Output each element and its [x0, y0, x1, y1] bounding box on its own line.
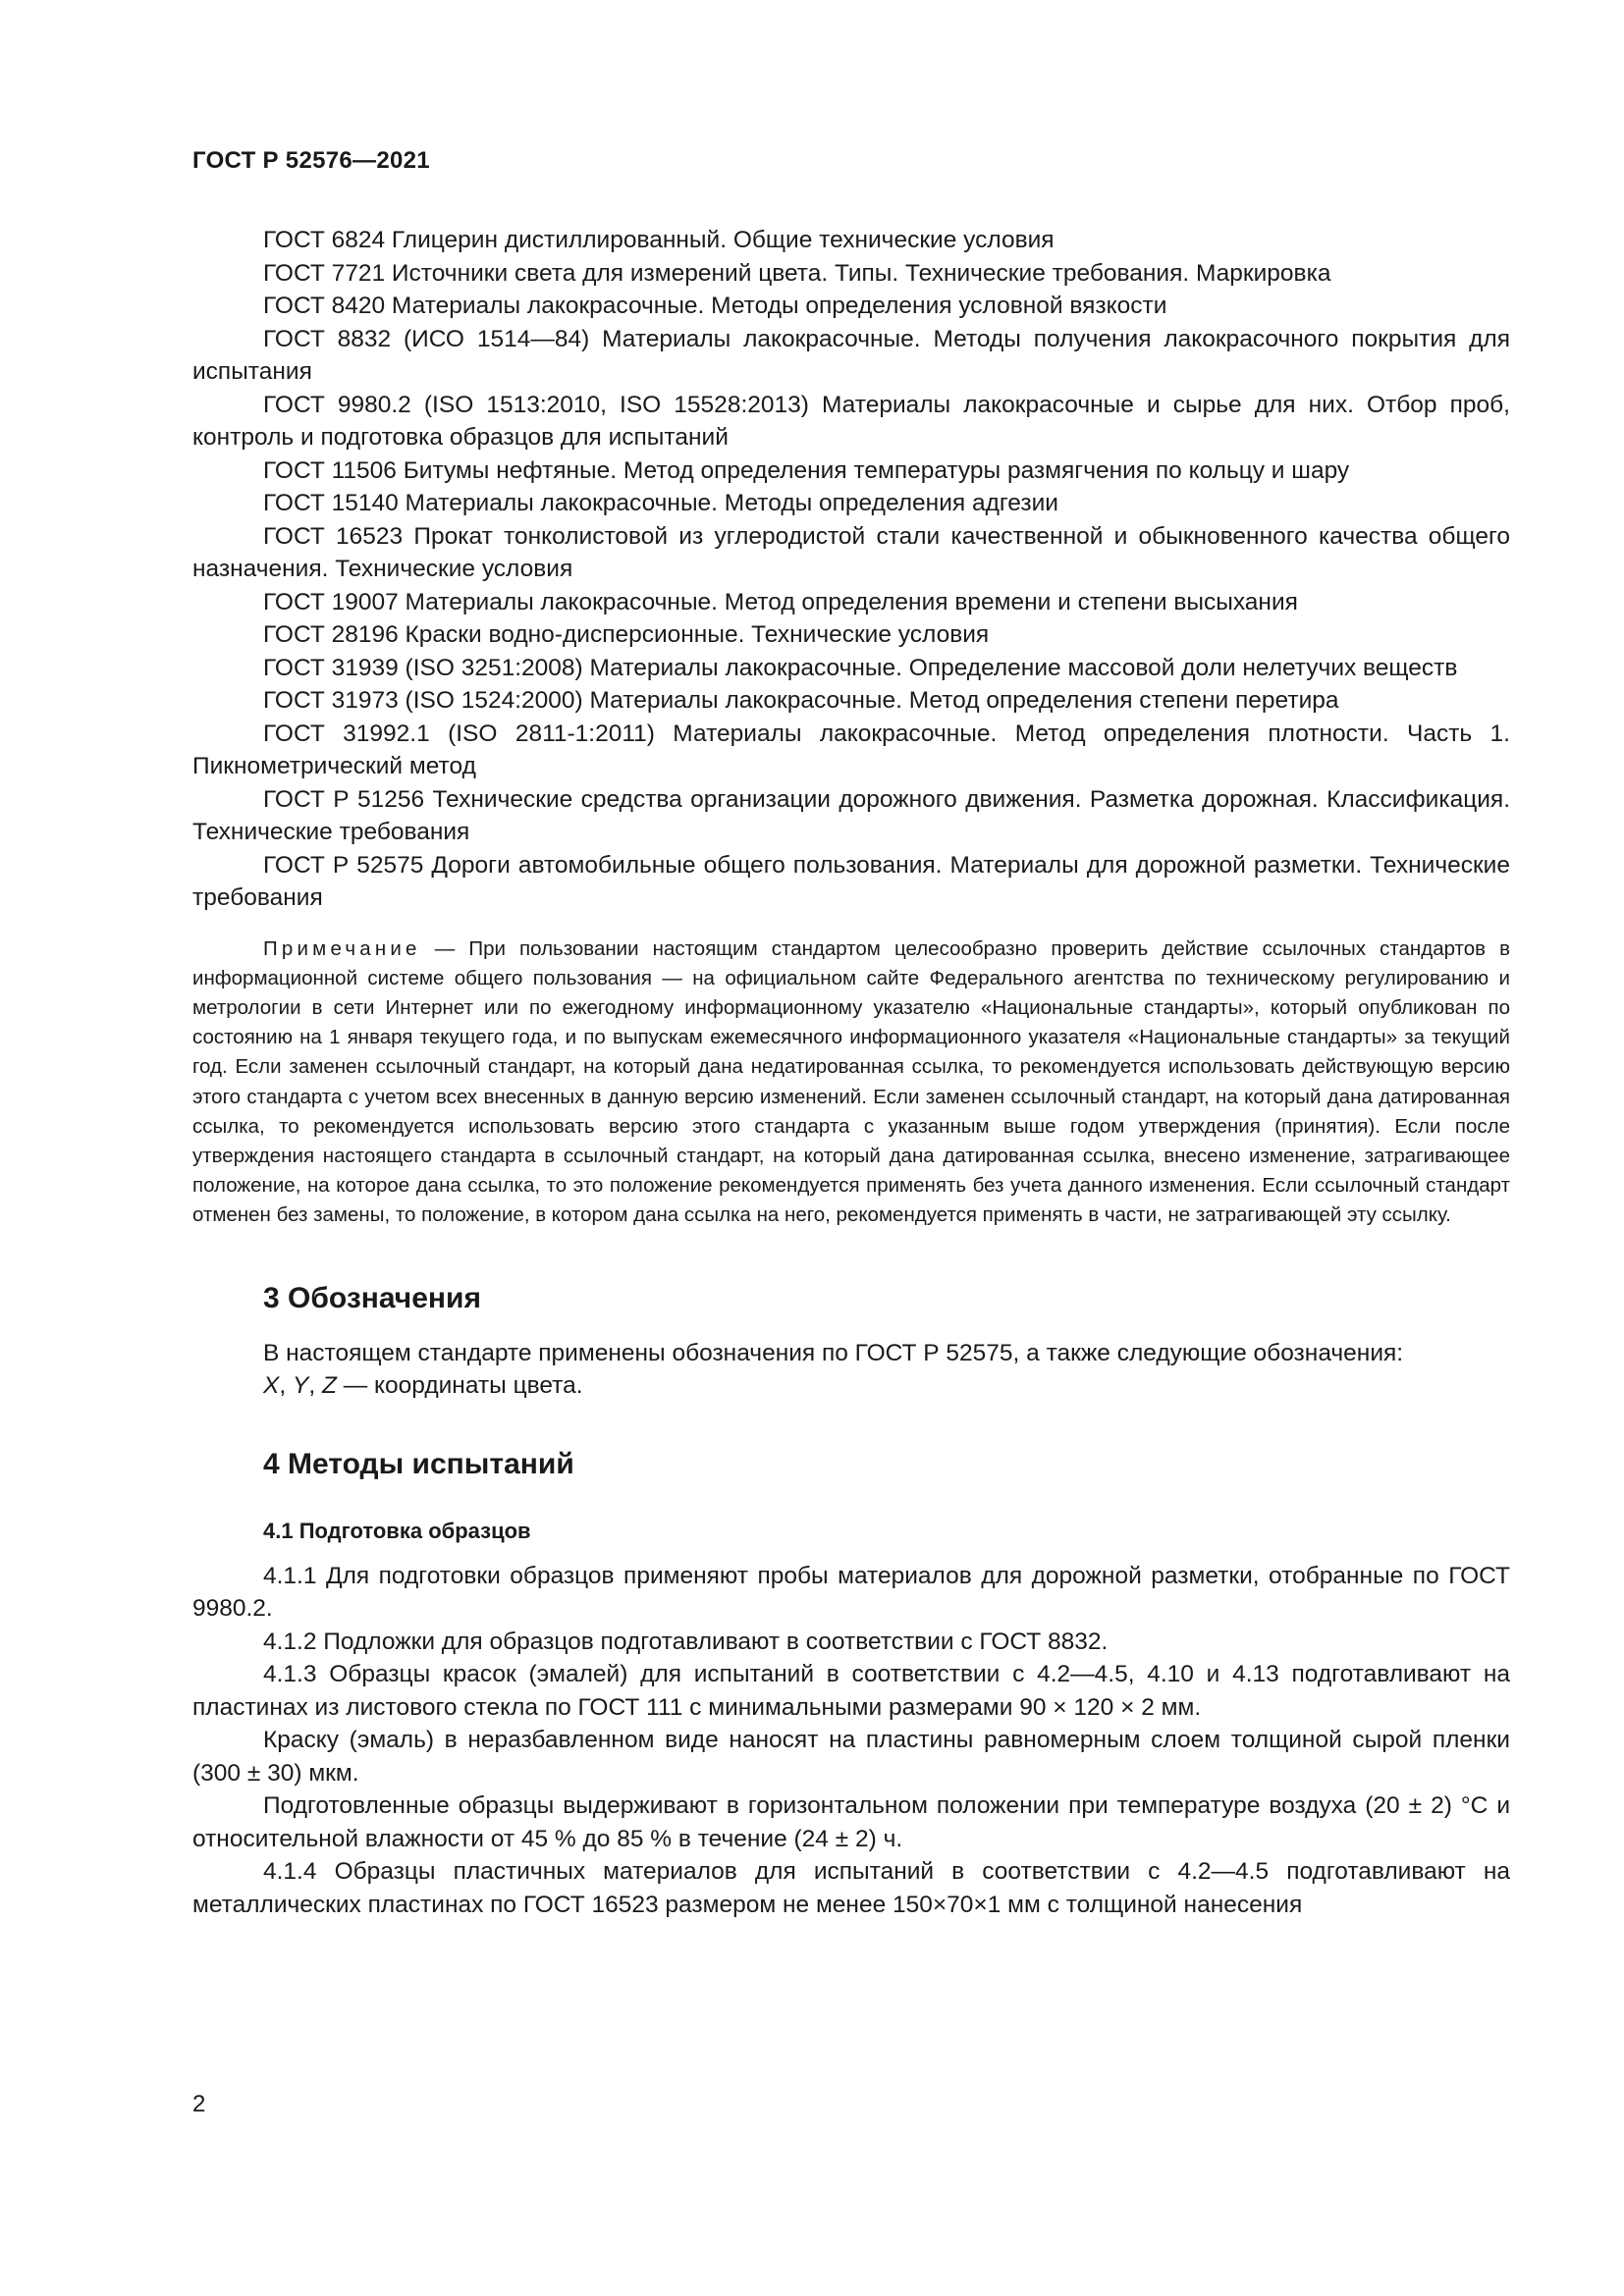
reference-item: ГОСТ 9980.2 (ISO 1513:2010, ISO 15528:2013) Материалы лакокрасочные и сырье для них. Отбор проб, контроль и подготовка образцов для испытаний — [192, 391, 1510, 451]
document-header-id: ГОСТ Р 52576—2021 — [192, 147, 430, 174]
section-3-body — [192, 1337, 1510, 1403]
reference-item: ГОСТ Р 52575 Дороги автомобильные общего пользования. Материалы для дорожной разметки. Технические требования — [192, 851, 1510, 911]
symbol-description: — координаты цвета. — [336, 1372, 583, 1400]
section-3-intro: В настоящем стандарте применены обозначения по ГОСТ Р 52575, а также следующие обозначения: — [263, 1339, 1404, 1366]
reference-item: ГОСТ 7721 Источники света для измерений цвета. Типы. Технические требования. Маркировка — [263, 259, 1331, 287]
body-paragraph: Подготовленные образцы выдерживают в горизонтальном положении при температуре воздуха (20 ± 2) °С и относительной влажности от 45 % до 85 % в течение (24 ± 2) ч. — [192, 1792, 1510, 1852]
body-paragraph: 4.1.3 Образцы красок (эмалей) для испытаний в соответствии с 4.2—4.5, 4.10 и 4.13 подготавливают на пластинах из листового стекла по ГОСТ 111 с минимальными размерами 90 × 120 × 2 мм. — [192, 1661, 1510, 1721]
body-paragraph: Краску (эмаль) в неразбавленном виде наносят на пластины равномерным слоем толщиной сырой пленки (300 ± 30) мкм. — [192, 1727, 1510, 1787]
section-4-body — [192, 1560, 1510, 1922]
symbols-line — [192, 1369, 1510, 1403]
section-3-heading: 3 Обозначения — [263, 1281, 481, 1314]
reference-item: ГОСТ 8420 Материалы лакокрасочные. Методы определения условной вязкости — [263, 293, 1167, 319]
reference-item: ГОСТ 6824 Глицерин дистиллированный. Общие технические условия — [263, 227, 1055, 253]
note-label: Примечание — [263, 936, 421, 960]
body-paragraph: 4.1.4 Образцы пластичных материалов для испытаний в соответствии с 4.2—4.5 подготавливают на металлических пластинах по ГОСТ 16523 размером не менее 150×70×1 мм с толщиной нанесения — [192, 1858, 1510, 1918]
body-paragraph: 4.1.1 Для подготовки образцов применяют пробы материалов для дорожной разметки, отобранные по ГОСТ 9980.2. — [192, 1562, 1510, 1623]
reference-item: ГОСТ 15140 Материалы лакокрасочные. Методы определения адгезии — [263, 490, 1058, 516]
symbol-separator: , — [308, 1372, 322, 1400]
reference-item: ГОСТ 31992.1 (ISO 2811-1:2011) Материалы лакокрасочные. Метод определения плотности. Часть 1. Пикнометрический метод — [192, 720, 1510, 779]
symbol-separator: , — [279, 1372, 293, 1400]
reference-item: ГОСТ 19007 Материалы лакокрасочные. Метод определения времени и степени высыхания — [263, 588, 1298, 615]
normative-references-list — [192, 224, 1510, 915]
reference-item: ГОСТ 31939 (ISO 3251:2008) Материалы лакокрасочные. Определение массовой доли нелетучих веществ — [263, 654, 1458, 681]
symbol-z: Z — [321, 1372, 337, 1400]
reference-item: ГОСТ 11506 Битумы нефтяные. Метод определения температуры размягчения по кольцу и шару — [263, 456, 1350, 484]
reference-item: ГОСТ Р 51256 Технические средства организации дорожного движения. Разметка дорожная. Классификация. Технические требования — [192, 785, 1510, 845]
references-note — [192, 934, 1510, 1231]
page-number: 2 — [192, 2091, 206, 2117]
note-text: — При пользовании настоящим стандартом целесообразно проверить действие ссылочных стандартов в информационной системе общего пользования — на официальном сайте Федерального агентства по техническому регулированию и метрологии в сети Интернет или по ежегодному информационному указателю «Национальные стандарты», который опубликован по состоянию на 1 января текущего года, и по выпускам ежемесячного информационного указателя «Национальные стандарты» за текущий год. Если заменен ссылочный стандарт, на который дана недатированная ссылка, то рекомендуется использовать действующую версию этого стандарта с учетом всех внесенных в данную версию изменений. Если заменен ссылочный стандарт, на который дана датированная ссылка, то рекомендуется использовать версию этого стандарта с указанным выше годом утверждения (принятия). Если после утверждения настоящего стандарта в ссылочный стандарт, на который дана датированная ссылка, внесено изменение, затрагивающее положение, на которое дана ссылка, то это положение рекомендуется применять без учета данного изменения. Если ссылочный стандарт отменен без замены, то положение, в котором дана ссылка на него, рекомендуется применять в части, не затрагивающей эту ссылку. — [192, 936, 1510, 1227]
page-content — [192, 224, 1510, 1921]
reference-item: ГОСТ 31973 (ISO 1524:2000) Материалы лакокрасочные. Метод определения степени перетира — [263, 687, 1339, 714]
symbol-y: Y — [292, 1372, 309, 1400]
body-paragraph: 4.1.2 Подложки для образцов подготавливают в соответствии с ГОСТ 8832. — [263, 1628, 1109, 1655]
subsection-4-1-heading: 4.1 Подготовка образцов — [263, 1518, 531, 1543]
section-4-heading: 4 Методы испытаний — [263, 1447, 574, 1480]
symbol-x: X — [263, 1372, 280, 1400]
reference-item: ГОСТ 8832 (ИСО 1514—84) Материалы лакокрасочные. Методы получения лакокрасочного покрытия для испытания — [192, 325, 1510, 385]
reference-item: ГОСТ 16523 Прокат тонколистовой из углеродистой стали качественной и обыкновенного качества общего назначения. Технические условия — [192, 522, 1510, 582]
reference-item: ГОСТ 28196 Краски водно-дисперсионные. Технические условия — [263, 621, 990, 648]
